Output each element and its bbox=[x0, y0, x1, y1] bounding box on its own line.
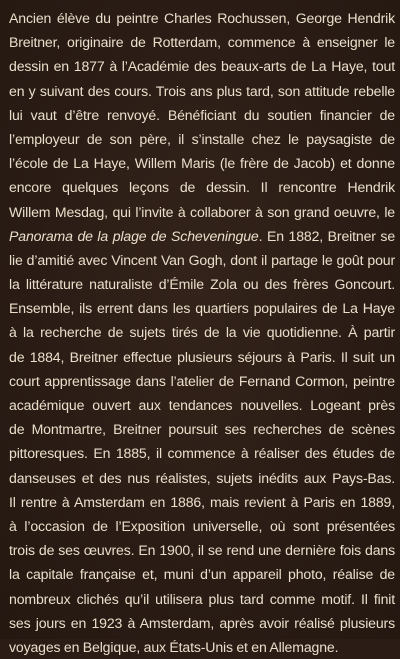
text-line: Ancien élève du peintre Charles Rochussen, George Hendrik bbox=[9, 10, 395, 26]
text-line: académique ouvert aux tendances nouvelles. Logeant près bbox=[9, 397, 395, 413]
text-line: danseuses et des nus réalistes, sujets inédits aux Pays-Bas. bbox=[9, 469, 395, 486]
text-line: dessin en 1877 à l’Académie des beaux-arts de La Haye, tout bbox=[9, 58, 395, 75]
text-line: trois de ses œuvres. En 1900, il se rend une dernière fois dans bbox=[9, 542, 395, 559]
text-fragment: . En 1882, Breitner se bbox=[258, 227, 396, 244]
text-line: ses jours en 1923 à Amsterdam, après avoir réalisé plusieurs bbox=[9, 614, 395, 631]
text-line: Willem Mesdag, qui l’invite à collaborer à son grand oeuvre, le bbox=[9, 203, 395, 220]
text-line: de Montmartre, Breitner poursuit ses recherches de scènes bbox=[9, 421, 395, 438]
text-line: à la recherche de sujets tirés de la vie quotidienne. À partir bbox=[9, 324, 395, 341]
text-line: l’école de La Haye, Willem Maris (le frère de Jacob) et donne bbox=[9, 155, 395, 172]
text-line: à l’occasion de l’Exposition universelle, où sont présentées bbox=[9, 517, 395, 534]
text-line: Ensemble, ils errent dans les quartiers populaires de La Haye bbox=[9, 300, 395, 317]
text-line: en y suivant des cours. Trois ans plus tard, son attitude rebelle bbox=[9, 82, 395, 99]
text-line: la capitale française et, muni d’un appareil photo, réalise de bbox=[9, 566, 395, 583]
text-line: lie d’amitié avec Vincent Van Gogh, dont il partage le goût pour bbox=[9, 251, 395, 268]
text-line: lui vaut d’être renvoyé. Bénéficiant du soutien financier de bbox=[9, 106, 395, 123]
text-line: encore quelques leçons de dessin. Il rencontre Hendrik bbox=[9, 179, 395, 196]
text-line: pittoresques. En 1885, il commence à réaliser des études de bbox=[9, 445, 395, 462]
biography-paragraph bbox=[9, 6, 395, 659]
text-line: nombreux clichés qu’il utilisera plus tard comme motif. Il finit bbox=[9, 590, 395, 607]
artwork-title: Panorama de la plage de Scheveningue bbox=[9, 227, 259, 244]
text-line: Il rentre à Amsterdam en 1886, mais revient à Paris en 1889, bbox=[9, 493, 395, 510]
text-line: la littérature naturaliste d’Émile Zola ou des frères Goncourt. bbox=[9, 276, 395, 293]
text-line: de 1884, Breitner effectue plusieurs séjours à Paris. Il suit un bbox=[9, 348, 395, 365]
text-line: voyages en Belgique, aux États-Unis et en Allemagne. bbox=[9, 638, 339, 655]
text-line-with-title bbox=[9, 224, 395, 248]
text-line: l’employeur de son père, il s’installe chez le paysagiste de bbox=[9, 130, 395, 147]
text-line: Breitner, originaire de Rotterdam, commence à enseigner le bbox=[9, 34, 395, 51]
text-line: court apprentissage dans l’atelier de Fernand Cormon, peintre bbox=[9, 372, 395, 389]
